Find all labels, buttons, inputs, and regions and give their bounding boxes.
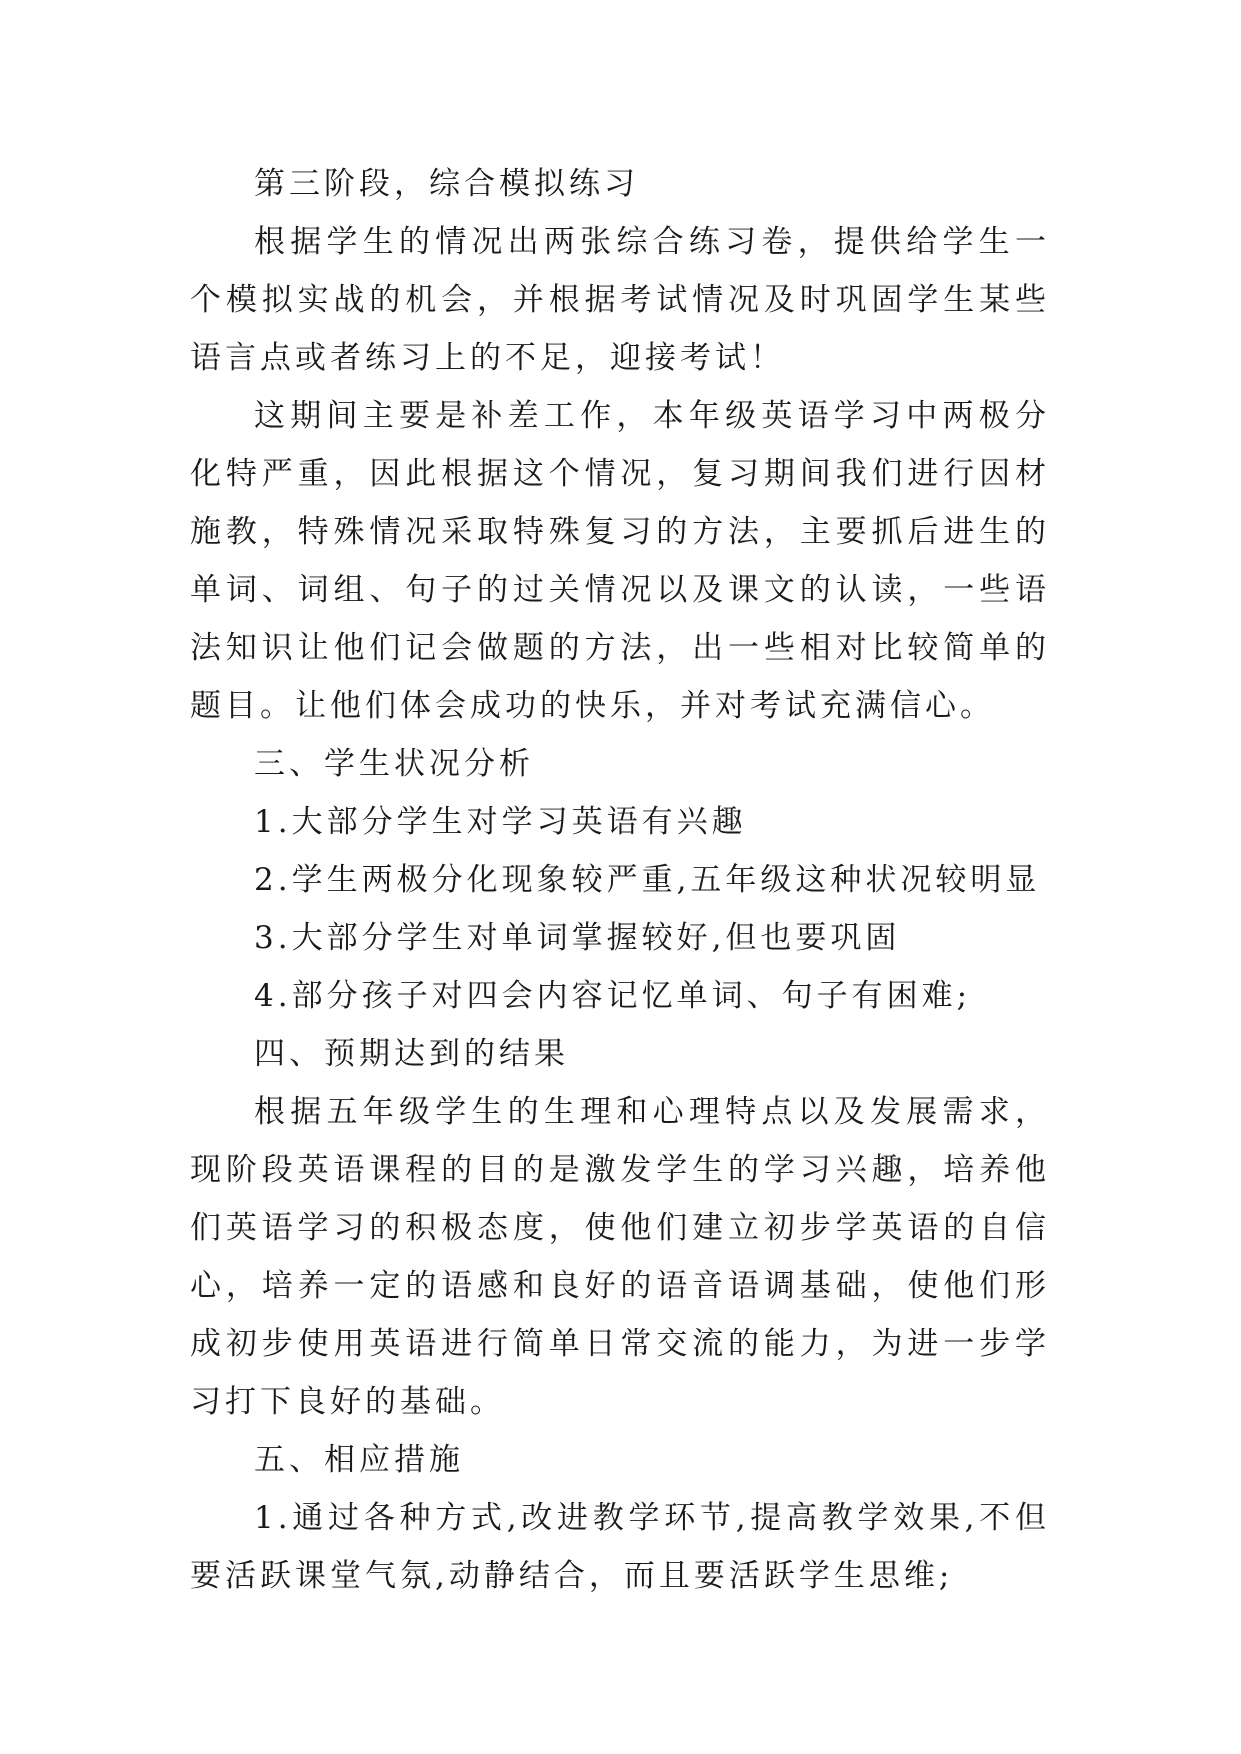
paragraph-mock-exam: 根据学生的情况出两张综合练习卷，提供给学生一个模拟实战的机会，并根据考试情况及时巩固学生某些语言点或者练习上的不足，迎接考试！ xyxy=(190,224,1050,376)
paragraph-expected-results: 根据五年级学生的生理和心理特点以及发展需求，现阶段英语课程的目的是激发学生的学习兴趣，培养他们英语学习的积极态度，使他们建立初步学英语的自信心，培养一定的语感和良好的语音语调基础，使他们形成初步使用英语进行简单日常交流的能力，为进一步学习打下良好的基础。 xyxy=(190,1094,1050,1420)
list-item-analysis-2: 2.学生两极分化现象较严重,五年级这种状况较明显 xyxy=(254,862,1041,898)
list-item-analysis-3: 3.大部分学生对单词掌握较好,但也要巩固 xyxy=(254,920,901,956)
list-item-measure-1: 1.通过各种方式,改进教学环节,提高教学效果,不但要活跃课堂气氛,动静结合，而且要活跃学生思维; xyxy=(190,1500,1050,1594)
document-body xyxy=(190,155,1050,1605)
paragraph-remedial-work: 这期间主要是补差工作，本年级英语学习中两极分化特严重，因此根据这个情况，复习期间我们进行因材施教，特殊情况采取特殊复习的方法，主要抓后进生的单词、词组、句子的过关情况以及课文的认读，一些语法知识让他们记会做题的方法，出一些相对比较简单的题目。让他们体会成功的快乐，并对考试充满信心。 xyxy=(190,398,1050,724)
section-heading-student-analysis: 三、学生状况分析 xyxy=(254,746,534,782)
list-item-analysis-1: 1.大部分学生对学习英语有兴趣 xyxy=(254,804,747,840)
section-heading-expected-results: 四、预期达到的结果 xyxy=(254,1036,569,1072)
section-heading-measures: 五、相应措施 xyxy=(254,1442,464,1478)
list-item-analysis-4: 4.部分孩子对四会内容记忆单词、句子有困难; xyxy=(254,978,972,1014)
section-heading-stage-three: 第三阶段，综合模拟练习 xyxy=(254,166,639,202)
